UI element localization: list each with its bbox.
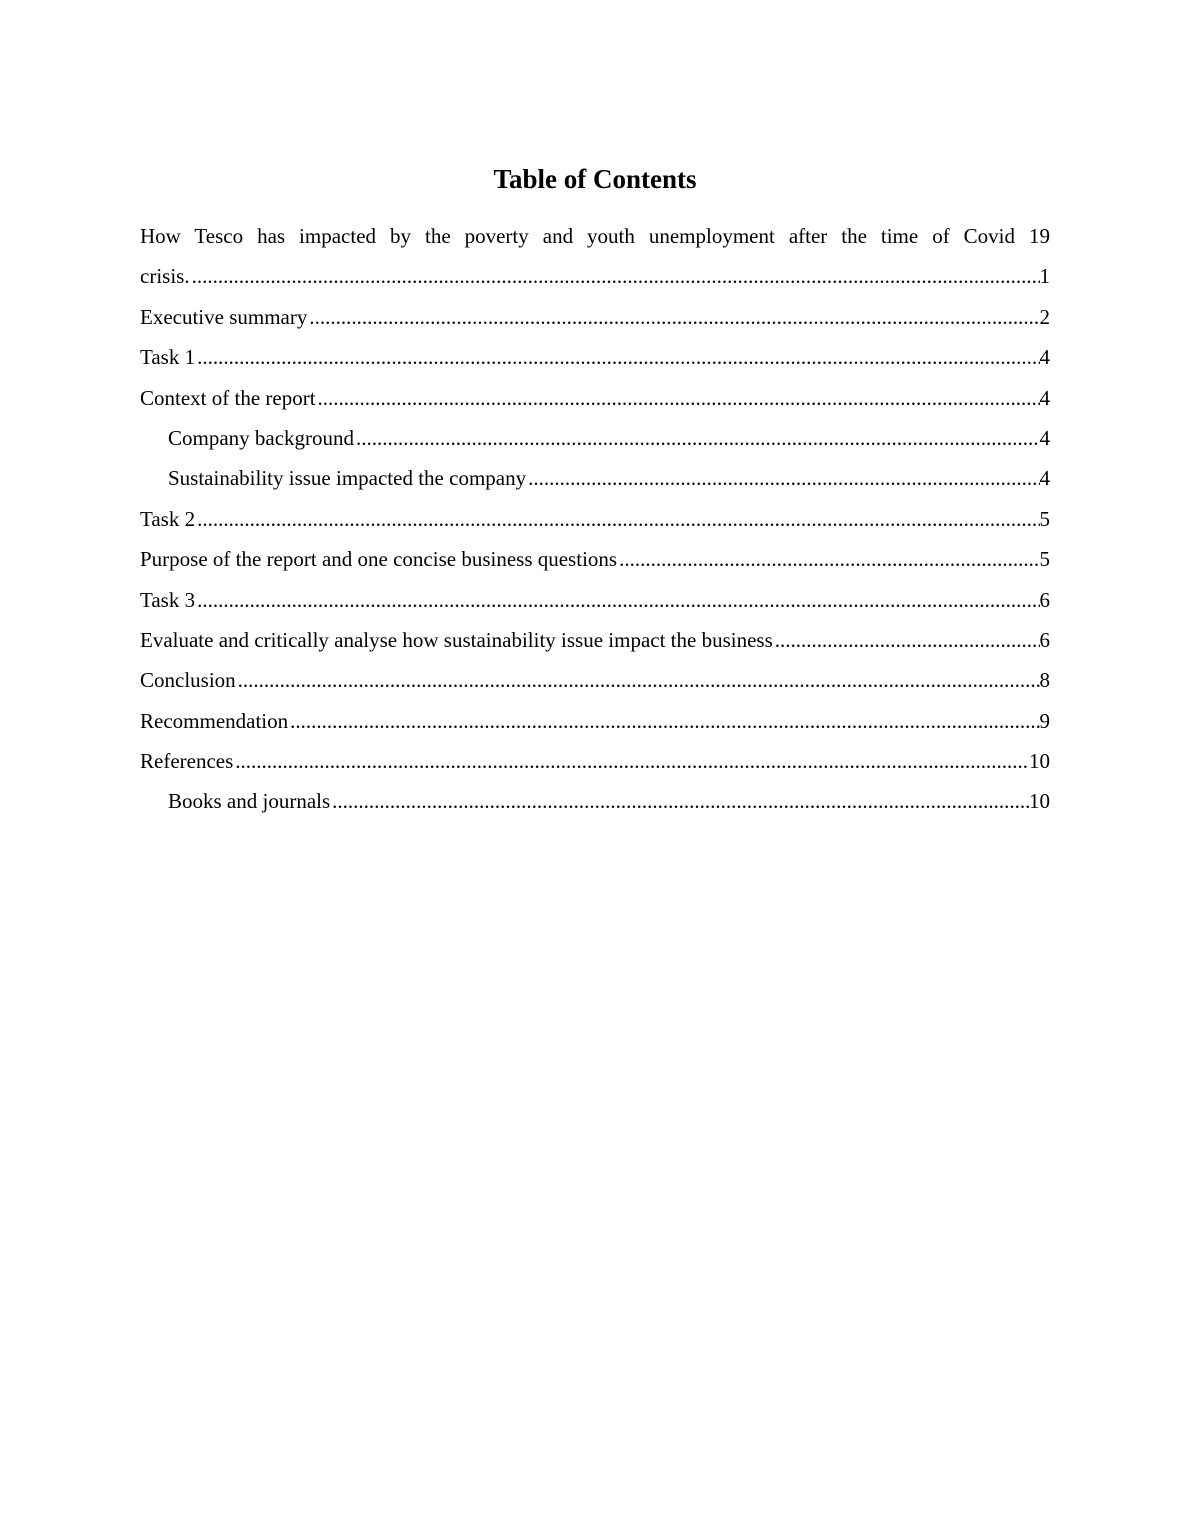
toc-entry-label: Sustainability issue impacted the company xyxy=(168,458,526,498)
toc-page-number: 6 xyxy=(1039,587,1050,612)
toc-entry-label: Task 3 xyxy=(140,580,195,620)
toc-entry-label: Company background xyxy=(168,418,354,458)
dot-leader xyxy=(197,337,1039,377)
toc-entry-label: Recommendation xyxy=(140,701,288,741)
toc-page-number: 8 xyxy=(1039,668,1050,693)
dot-leader xyxy=(309,297,1039,337)
dot-leader xyxy=(332,781,1029,821)
dot-leader xyxy=(192,256,1040,296)
dot-leader xyxy=(356,418,1039,458)
table-of-contents xyxy=(140,216,1050,822)
dot-leader xyxy=(197,580,1039,620)
toc-page-number: 4 xyxy=(1039,345,1050,370)
toc-entry-label: Books and journals xyxy=(168,781,330,821)
toc-page-number: 4 xyxy=(1039,425,1050,450)
toc-entry[interactable] xyxy=(140,499,1050,539)
toc-entry-label: Context of the report xyxy=(140,378,316,418)
toc-entry-label: Task 1 xyxy=(140,337,195,377)
toc-entry[interactable] xyxy=(140,741,1050,781)
toc-page-number: 1 xyxy=(1039,264,1050,289)
dot-leader xyxy=(318,378,1040,418)
toc-entry-label: Executive summary xyxy=(140,297,307,337)
toc-title: Table of Contents xyxy=(493,164,697,194)
toc-page-number: 10 xyxy=(1029,749,1050,774)
toc-entry[interactable] xyxy=(140,660,1050,700)
dot-leader xyxy=(197,499,1039,539)
toc-entry[interactable] xyxy=(140,620,1050,660)
toc-entry-label: Evaluate and critically analyse how sustainability issue impact the business xyxy=(140,620,773,660)
dot-leader xyxy=(619,539,1039,579)
toc-entry-label: Task 2 xyxy=(140,499,195,539)
toc-page-number: 4 xyxy=(1039,466,1050,491)
toc-page-number: 4 xyxy=(1039,385,1050,410)
dot-leader xyxy=(775,620,1040,660)
toc-entry[interactable] xyxy=(140,297,1050,337)
toc-entry[interactable] xyxy=(140,256,1050,296)
toc-page-number: 9 xyxy=(1039,708,1050,733)
toc-subentry[interactable] xyxy=(140,458,1050,498)
toc-entry[interactable] xyxy=(140,580,1050,620)
toc-subentry[interactable] xyxy=(140,418,1050,458)
toc-entry[interactable] xyxy=(140,539,1050,579)
toc-entry-line1[interactable]: How Tesco has impacted by the poverty and youth unemployment after the time of Covid 19 xyxy=(140,224,1050,248)
toc-entry[interactable] xyxy=(140,701,1050,741)
dot-leader xyxy=(528,458,1039,498)
toc-entry-label: Purpose of the report and one concise business questions xyxy=(140,539,617,579)
dot-leader xyxy=(238,660,1040,700)
toc-entry-label: References xyxy=(140,741,233,781)
toc-page-number: 6 xyxy=(1039,627,1050,652)
toc-entry-label: crisis. xyxy=(140,256,190,296)
toc-page-number: 2 xyxy=(1039,304,1050,329)
dot-leader xyxy=(235,741,1029,781)
toc-page-number: 10 xyxy=(1029,789,1050,814)
toc-entry[interactable] xyxy=(140,337,1050,377)
toc-page-number: 5 xyxy=(1039,506,1050,531)
toc-page-number: 5 xyxy=(1039,547,1050,572)
toc-entry[interactable] xyxy=(140,378,1050,418)
toc-subentry[interactable] xyxy=(140,781,1050,821)
dot-leader xyxy=(290,701,1039,741)
toc-entry-label: Conclusion xyxy=(140,660,236,700)
